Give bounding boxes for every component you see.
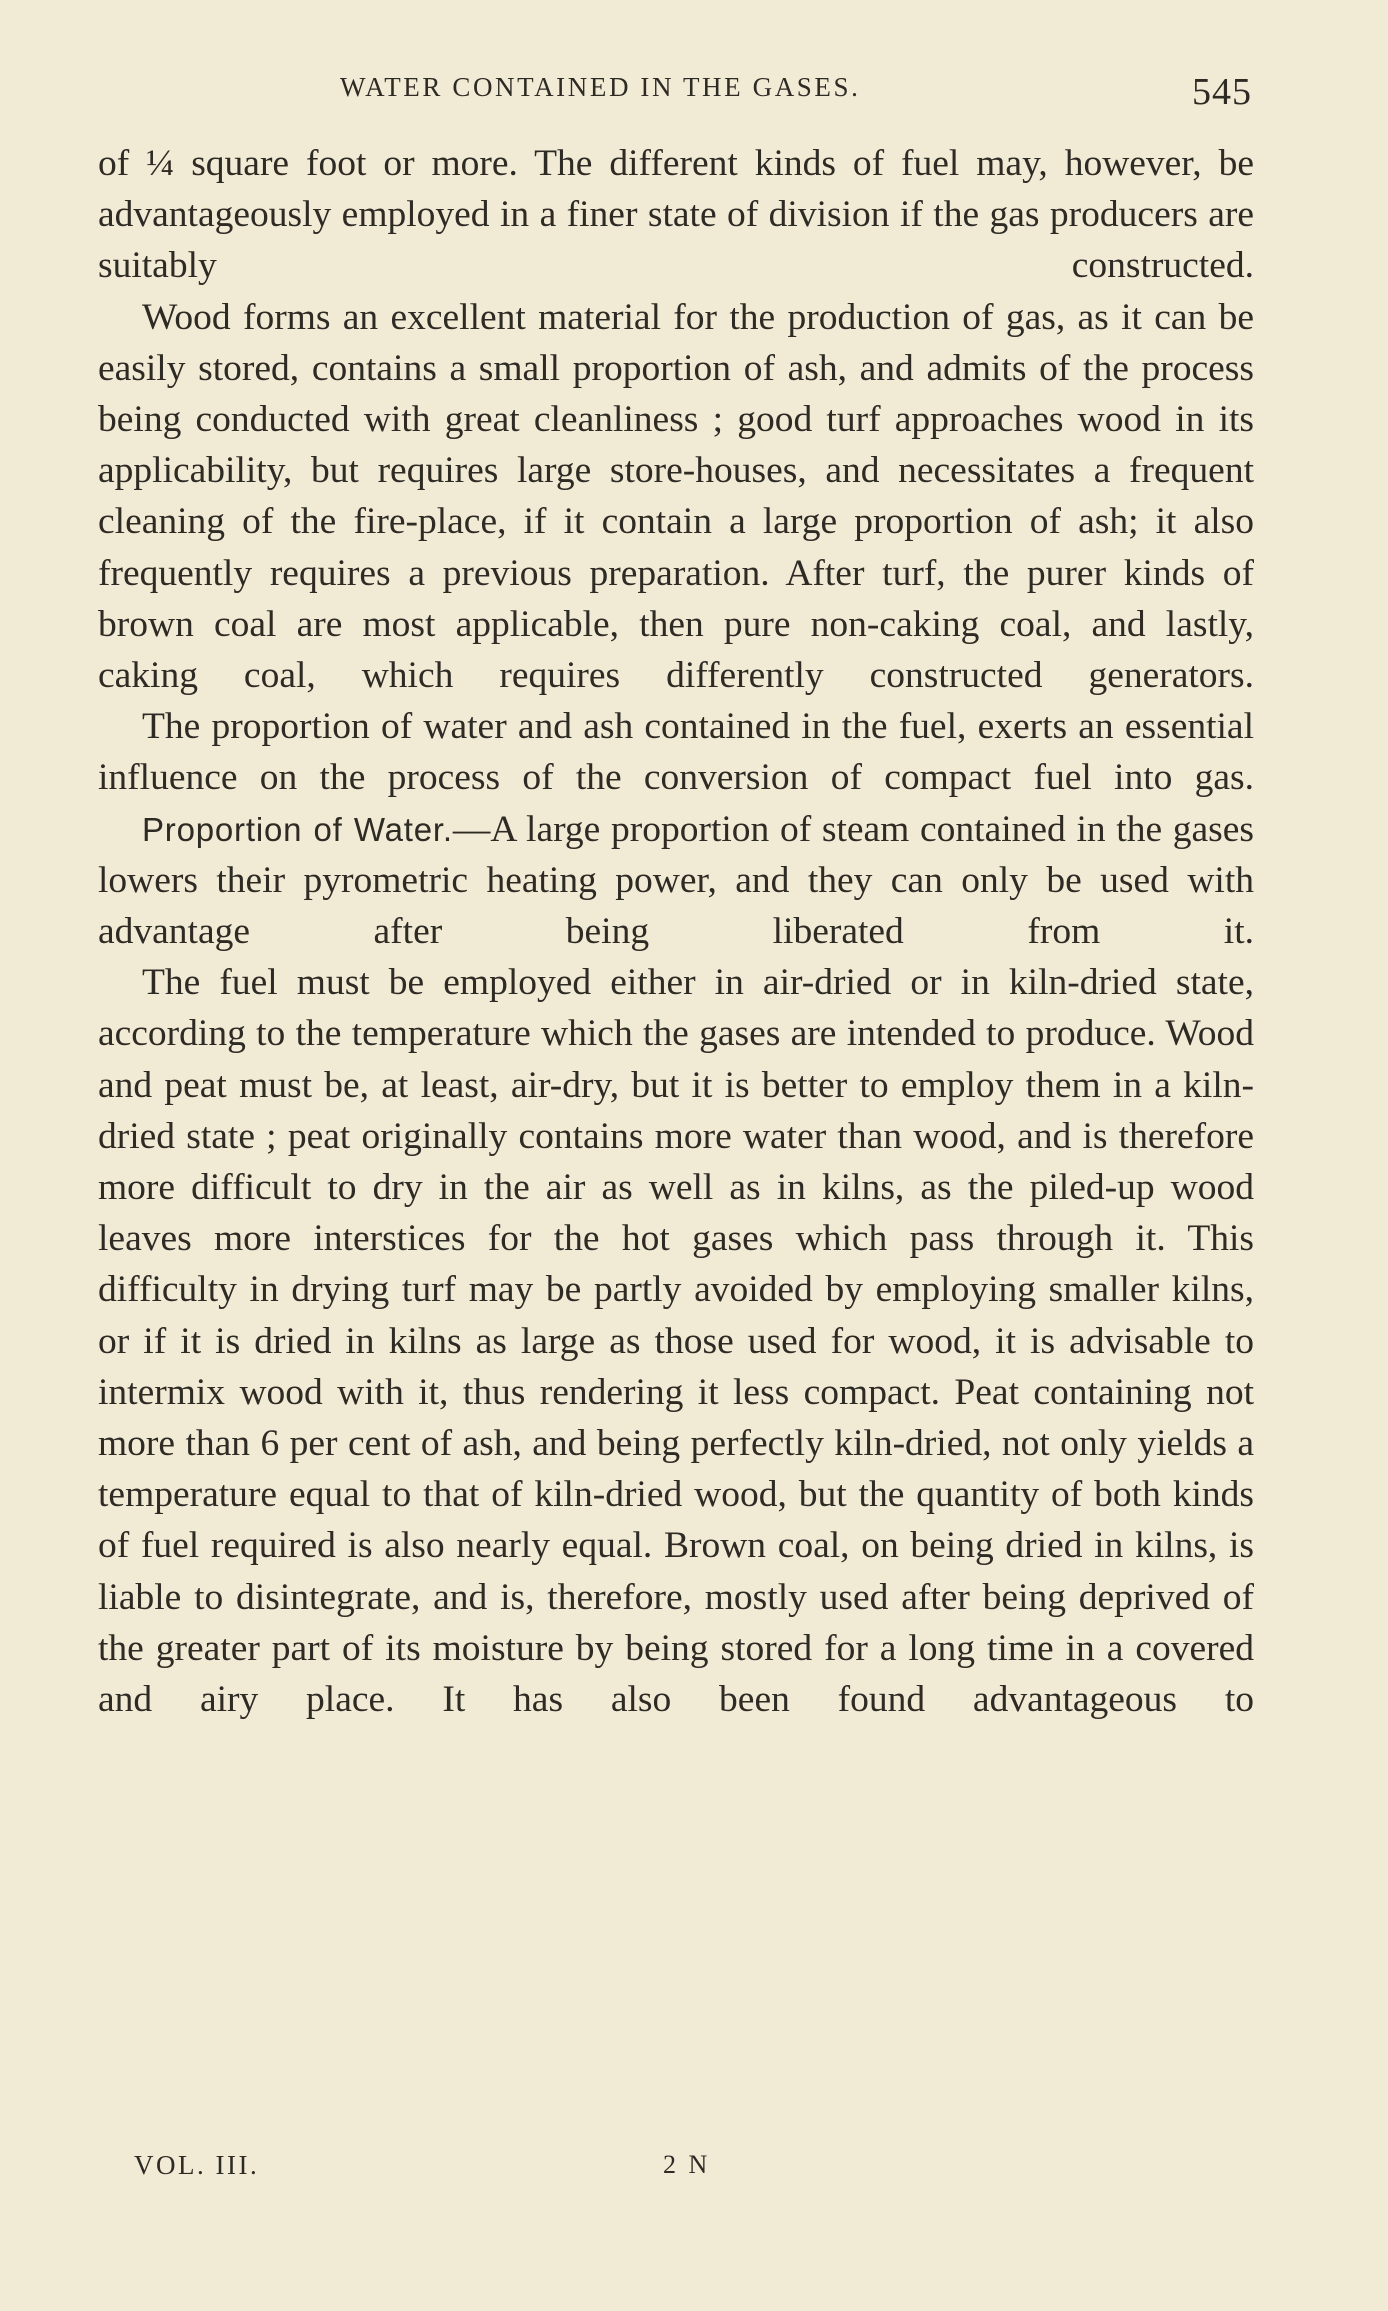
page-number: 545 (1192, 71, 1252, 113)
running-title: WATER CONTAINED IN THE GASES. (340, 72, 861, 102)
page-footer (98, 2150, 1254, 2190)
paragraph-4-text: —A large proportion of steam contained in the gases lowers their pyrometric heating power, and they can only be used with advantage after being liberated from it. (98, 808, 1254, 953)
body-text (98, 138, 1254, 1725)
section-side-heading: Proportion of Water. (142, 810, 453, 848)
page-header (98, 66, 1254, 116)
paragraph-1: of ¼ square foot or more. The different kinds of fuel may, however, be advantageously employed in a finer state of division if the gas producers are suitably constructed. (98, 143, 1254, 287)
paragraph-3: The proportion of water and ash contained in the fuel, exerts an essential influence on the process of the conversion of compact fuel into gas. (98, 706, 1254, 799)
signature-mark: 2 N (663, 2150, 711, 2179)
volume-mark: VOL. III. (134, 2150, 260, 2180)
paragraph-2: Wood forms an excellent material for the production of gas, as it can be easily stored, contains a small proportion of ash, and admits of the process being conducted with great cleanliness ; good turf approaches wood in its applicability, but requires large store-houses, and necessitates a frequent cleaning of the fire-place, if it contain a large proportion of ash; it also frequently requires a previous preparation. After turf, the purer kinds of brown coal are most applicable, then pure non-caking coal, and lastly, caking coal, which requires differently constructed generators. (98, 296, 1254, 697)
paragraph-4 (98, 804, 1254, 958)
paragraph-5: The fuel must be employed either in air-dried or in kiln-dried state, according to the temperature which the gases are intended to produce. Wood and peat must be, at least, air-dry, but it is better to employ them in a kiln-dried state ; peat originally contains more water than wood, and is therefore more difficult to dry in the air as well as in kilns, as the piled-up wood leaves more interstices for the hot gases which pass through it. This difficulty in drying turf may be partly avoided by employing smaller kilns, or if it is dried in kilns as large as those used for wood, it is advisable to intermix wood with it, thus rendering it less compact. Peat containing not more than 6 per cent of ash, and being perfectly kiln-dried, not only yields a temperature equal to that of kiln-dried wood, but the quantity of both kinds of fuel required is also nearly equal. Brown coal, on being dried in kilns, is liable to disintegrate, and is, therefore, mostly used after being deprived of the greater part of its moisture by being stored for a long time in a covered and airy place. It has also been found advantageous to (98, 962, 1254, 1721)
